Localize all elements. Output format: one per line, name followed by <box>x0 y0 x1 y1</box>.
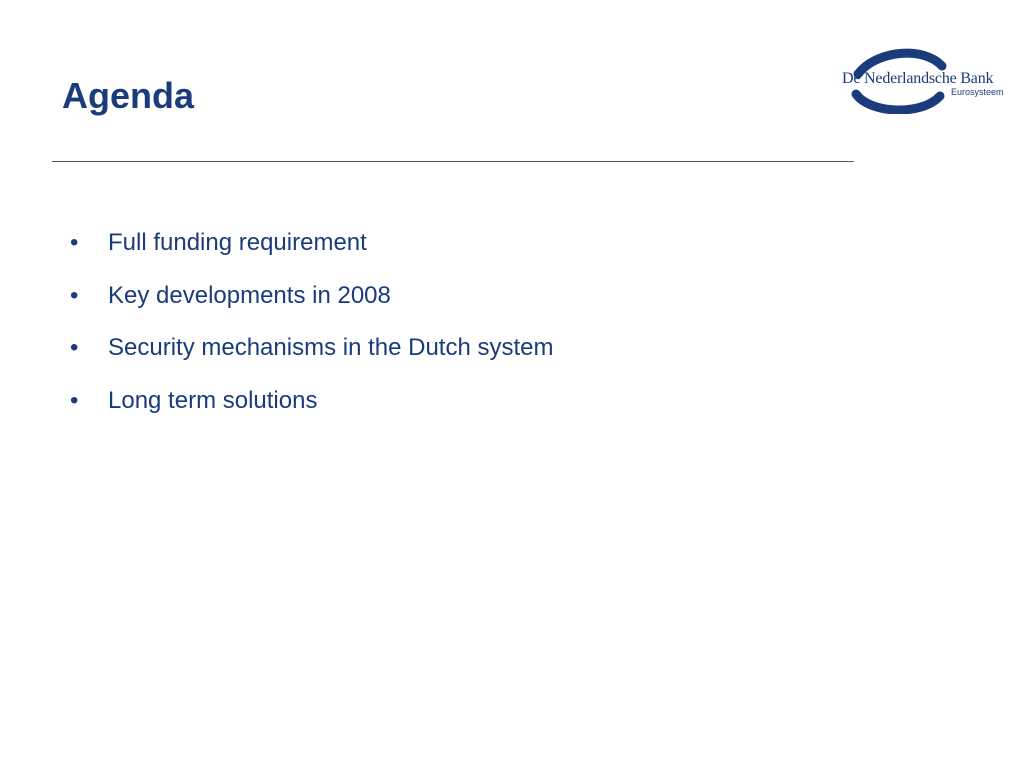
agenda-item-text: Key developments in 2008 <box>108 281 391 309</box>
bullet-icon: • <box>70 334 79 361</box>
agenda-item-text: Full funding requirement <box>108 229 367 256</box>
logo-subtitle: Eurosysteem <box>951 87 1004 97</box>
bullet-icon: • <box>70 229 79 256</box>
dnb-logo <box>836 44 1004 114</box>
bullet-icon: • <box>70 281 79 309</box>
slide-title: Agenda <box>62 75 195 116</box>
agenda-item-text: Security mechanisms in the Dutch system <box>108 334 554 361</box>
title-divider <box>52 161 854 162</box>
bullet-icon: • <box>70 386 79 414</box>
logo-name: De Nederlandsche Bank <box>842 70 994 87</box>
agenda-item-text: Long term solutions <box>108 386 318 414</box>
